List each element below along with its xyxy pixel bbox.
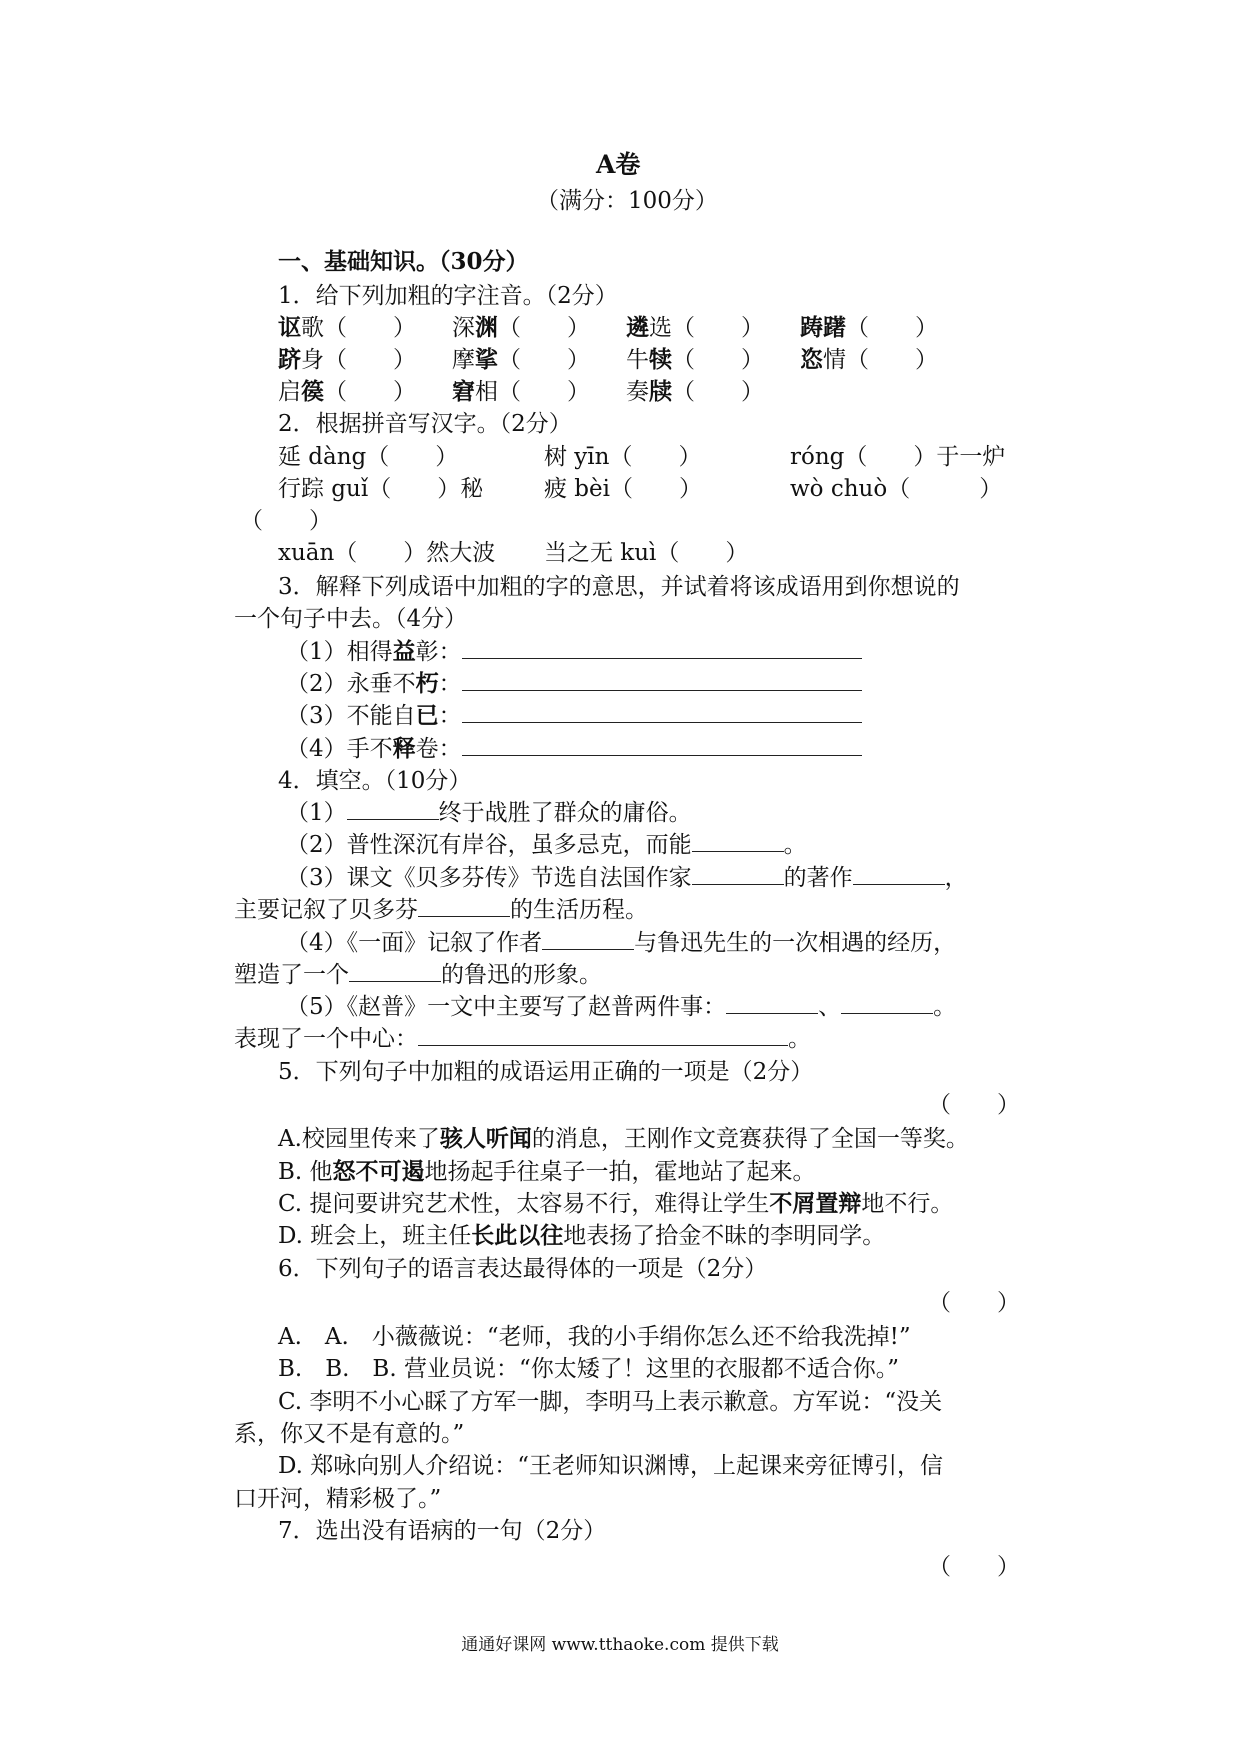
q4-text: （5）《赵普》一文中主要写了赵普两件事： xyxy=(286,994,727,1020)
q3-item-post: 卷： xyxy=(415,736,462,762)
q1-item xyxy=(278,377,416,407)
answer-blank xyxy=(462,672,862,691)
q5-option xyxy=(278,1124,969,1154)
q4-text: （1） xyxy=(286,800,347,826)
option-text: 的消息，王刚作文竞赛获得了全国一等奖。 xyxy=(531,1126,969,1152)
q4-text: 终于战胜了群众的庸俗。 xyxy=(438,800,692,826)
q5-option xyxy=(278,1189,953,1219)
q3-item xyxy=(286,701,862,731)
bold-char: 跻 xyxy=(278,346,301,373)
q1-item-rest: 身（ ） xyxy=(301,347,416,373)
section-heading: 一、基础知识。（30分） xyxy=(278,248,529,275)
bold-char: 犊 xyxy=(649,346,672,373)
answer-blank xyxy=(462,737,862,756)
bold-char: 释 xyxy=(392,735,416,762)
q1-item-rest: 情（ ） xyxy=(823,347,938,373)
q4-text: （4）《一面》记叙了作者 xyxy=(286,930,543,956)
page-subtitle: （满分：100分） xyxy=(536,188,718,214)
q2-item: wò chuò（ ） xyxy=(790,476,1003,502)
q4-line xyxy=(234,895,648,925)
answer-blank xyxy=(726,995,818,1014)
q4-line xyxy=(234,1024,811,1054)
q3-item xyxy=(286,734,862,764)
page-title: A卷 xyxy=(596,150,641,179)
q3-item-pre: （4）手不 xyxy=(286,736,393,762)
q2-item: 疲 bèi（ ） xyxy=(544,476,703,502)
q3-item xyxy=(286,669,862,699)
q1-item-pre: 摩 xyxy=(452,347,475,373)
q1-item-rest: （ ） xyxy=(498,315,590,341)
q4-text: 的著作 xyxy=(783,865,853,891)
answer-blank xyxy=(853,866,945,885)
page-footer: 通通好课网 www.tthaoke.com 提供下载 xyxy=(461,1635,779,1655)
bold-idiom: 骇人听闻 xyxy=(439,1125,532,1152)
q7-stem: 7．选出没有语病的一句（2分） xyxy=(278,1518,607,1544)
q3-stem-cont: 一个句子中去。（4分） xyxy=(234,606,468,632)
answer-blank xyxy=(692,866,784,885)
bold-idiom: 长此以往 xyxy=(471,1222,564,1249)
q3-item-pre: （2）永垂不 xyxy=(286,671,416,697)
q4-line xyxy=(286,830,807,860)
q1-item-rest: 选（ ） xyxy=(649,315,764,341)
option-text: B. 他 xyxy=(278,1159,333,1185)
q5-option xyxy=(278,1157,816,1187)
option-text: 地不行。 xyxy=(861,1191,954,1217)
q4-line xyxy=(286,798,692,828)
bold-char: 牍 xyxy=(649,378,672,405)
bold-char: 踌躇 xyxy=(800,314,846,341)
q6-option-cont: 口开河，精彩极了。” xyxy=(234,1486,442,1512)
answer-blank xyxy=(462,704,862,723)
answer-blank xyxy=(542,931,634,950)
q1-item-rest: 歌（ ） xyxy=(301,315,416,341)
q1-item xyxy=(452,377,590,407)
q1-item-pre: 牛 xyxy=(626,347,649,373)
q1-item xyxy=(278,313,416,343)
q1-item xyxy=(800,345,938,375)
q4-text: （3）课文《贝多芬传》节选自法国作家 xyxy=(286,865,692,891)
q3-item-pre: （3）不能自 xyxy=(286,703,416,729)
q1-item-rest: （ ） xyxy=(672,347,764,373)
option-text: 地扬起手往桌子一拍，霍地站了起来。 xyxy=(424,1159,816,1185)
q1-item-rest: （ ） xyxy=(324,379,416,405)
q1-item xyxy=(626,345,764,375)
q1-item-pre: 奏 xyxy=(626,379,649,405)
q1-item-rest: （ ） xyxy=(498,347,590,373)
option-text: A.校园里传来了 xyxy=(278,1126,440,1152)
q1-item xyxy=(626,313,764,343)
answer-blank xyxy=(692,833,784,852)
q4-text: ， xyxy=(944,865,968,891)
q6-option: D. 郑咏向别人介绍说：“王老师知识渊博，上起课来旁征博引，信 xyxy=(278,1453,944,1479)
q1-item xyxy=(800,313,938,343)
answer-blank xyxy=(349,963,441,982)
q2-item: 行踪 guǐ（ ）秘 xyxy=(278,476,484,502)
q4-text: 主要记叙了贝多芬 xyxy=(234,897,418,923)
q4-text: 的鲁迅的形象。 xyxy=(441,962,602,988)
q1-item-rest: 相（ ） xyxy=(475,379,590,405)
q4-text: 、 xyxy=(818,994,842,1020)
q4-stem: 4．填空。（10分） xyxy=(278,768,472,794)
bold-char: 已 xyxy=(415,702,439,729)
q2-item: 延 dàng（ ） xyxy=(278,444,459,470)
q2-stem: 2．根据拼音写汉字。（2分） xyxy=(278,411,572,437)
bold-char: 益 xyxy=(392,638,416,665)
q6-option: C. 李明不小心睬了方军一脚，李明马上表示歉意。方军说：“没关 xyxy=(278,1389,943,1415)
q1-item-pre: 深 xyxy=(452,315,475,341)
q4-line xyxy=(286,992,956,1022)
option-text: C. 提问要讲究艺术性，太容易不行，难得让学生 xyxy=(278,1191,770,1217)
q1-item xyxy=(278,345,416,375)
q4-text: 。 xyxy=(783,832,807,858)
q3-item-post: ： xyxy=(438,671,462,697)
bold-char: 挲 xyxy=(475,346,498,373)
q4-text: （2）普性深沉有岸谷，虽多忌克，而能 xyxy=(286,832,692,858)
q2-item: xuān（ ）然大波 xyxy=(278,540,496,566)
q6-stem: 6．下列句子的语言表达最得体的一项是（2分） xyxy=(278,1256,768,1282)
q4-line xyxy=(234,960,602,990)
q1-item-rest: （ ） xyxy=(672,379,764,405)
bold-char: 遴 xyxy=(626,314,649,341)
q4-text: 表现了一个中心： xyxy=(234,1026,418,1052)
q6-option: A. A. 小薇薇说：“老师，我的小手绢你怎么还不给我洗掉!” xyxy=(278,1324,911,1350)
answer-blank xyxy=(418,898,510,917)
answer-blank xyxy=(347,801,439,820)
bold-char: 朽 xyxy=(415,670,439,697)
q3-item-post: 彰： xyxy=(415,639,462,665)
bold-char: 渊 xyxy=(475,314,498,341)
bold-char: 恣 xyxy=(800,346,823,373)
q4-line xyxy=(286,928,956,958)
q3-item xyxy=(286,637,862,667)
option-text: 地表扬了拾金不昧的李明同学。 xyxy=(563,1223,886,1249)
bold-char: 讴 xyxy=(278,314,301,341)
q1-stem: 1．给下列加粗的字注音。（2分） xyxy=(278,283,618,309)
answer-paren: （ ） xyxy=(928,1290,1020,1316)
q3-item-post: ： xyxy=(438,703,462,729)
q2-item: róng（ ）于一炉 xyxy=(790,444,1006,470)
q1-item-pre: 启 xyxy=(278,379,301,405)
answer-paren: （ ） xyxy=(928,1092,1020,1118)
q1-item xyxy=(452,345,590,375)
q4-text: 。 xyxy=(788,1026,811,1052)
q1-item-rest: （ ） xyxy=(846,315,938,341)
q4-text: 。 xyxy=(933,994,957,1020)
bold-idiom: 怒不可遏 xyxy=(332,1158,425,1185)
q3-stem: 3．解释下列成语中加粗的字的意思，并试着将该成语用到你想说的 xyxy=(278,574,960,600)
q6-option-cont: 系，你又不是有意的。” xyxy=(234,1421,465,1447)
answer-blank xyxy=(841,995,933,1014)
q4-text: 与鲁迅先生的一次相遇的经历， xyxy=(634,930,957,956)
q5-stem: 5．下列句子中加粗的成语运用正确的一项是（2分） xyxy=(278,1059,814,1085)
q2-item: 当之无 kuì（ ） xyxy=(544,540,749,566)
bold-idiom: 不屑置辩 xyxy=(769,1190,862,1217)
q1-item xyxy=(452,313,590,343)
q6-option: B. B. B. 营业员说：“你太矮了！这里的衣服都不适合你。” xyxy=(278,1356,899,1382)
q4-text: 的生活历程。 xyxy=(510,897,648,923)
q2-item: （ ） xyxy=(240,508,332,534)
q2-item: 树 yīn（ ） xyxy=(544,444,702,470)
q3-item-pre: （1）相得 xyxy=(286,639,393,665)
bold-char: 篌 xyxy=(301,378,324,405)
q4-line xyxy=(286,863,968,893)
q4-text: 塑造了一个 xyxy=(234,962,349,988)
q5-option xyxy=(278,1221,885,1251)
answer-blank xyxy=(418,1027,788,1046)
q1-item xyxy=(626,377,764,407)
bold-char: 窘 xyxy=(452,378,475,405)
answer-paren: （ ） xyxy=(928,1554,1020,1580)
option-text: D. 班会上，班主任 xyxy=(278,1223,472,1249)
answer-blank xyxy=(462,640,862,659)
